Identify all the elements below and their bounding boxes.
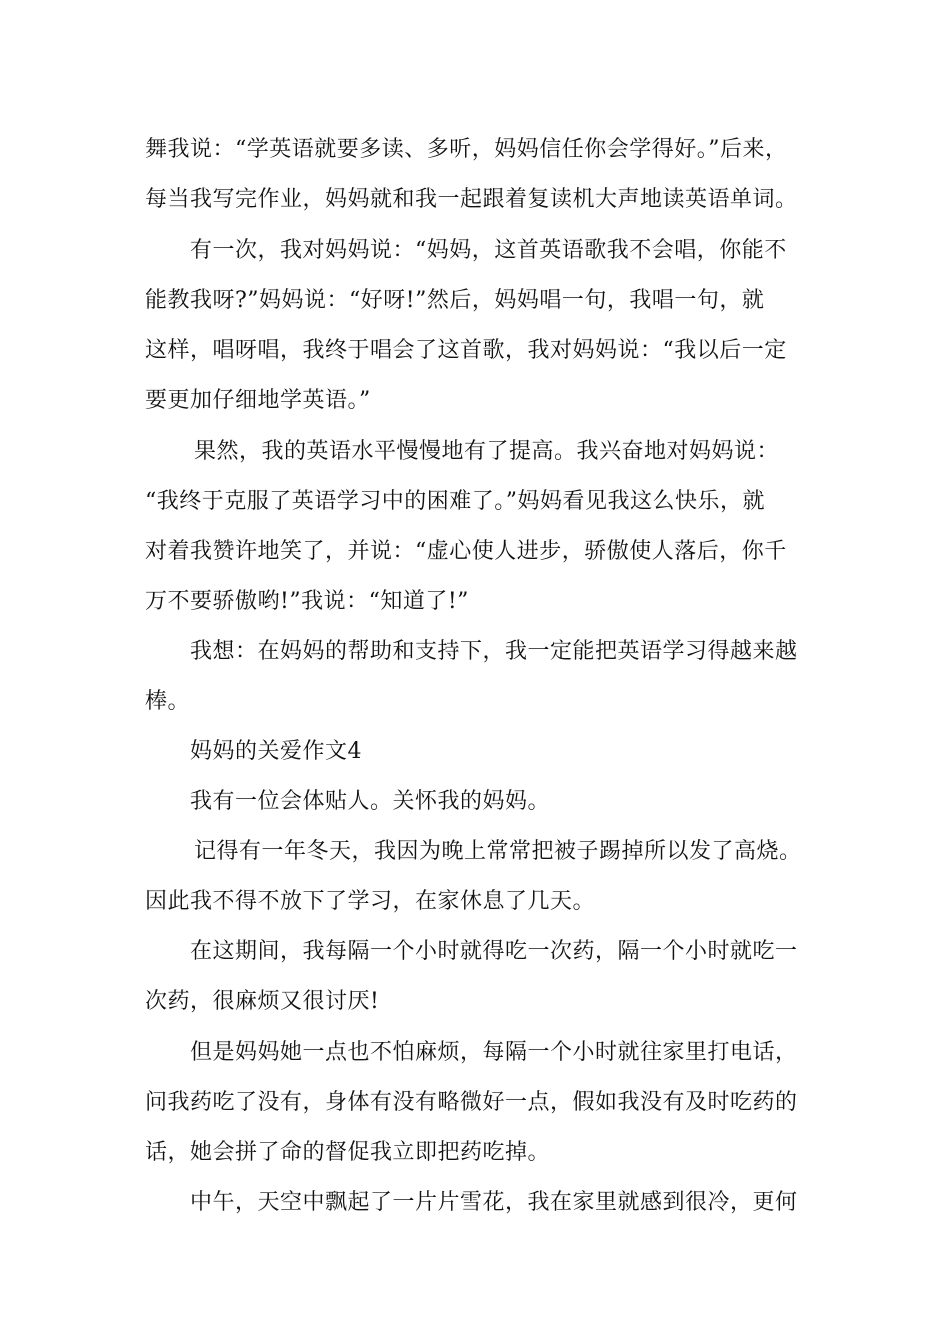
text-line: 我想：在妈妈的帮助和支持下，我一定能把英语学习得越来越 [190,639,798,664]
text-line: 果然，我的英语水平慢慢地有了提高。我兴奋地对妈妈说： [194,439,780,464]
text-line: 每当我写完作业，妈妈就和我一起跟着复读机大声地读英语单词。 [145,187,798,212]
text-line: 问我药吃了没有，身体有没有略微好一点，假如我没有及时吃药的 [145,1090,798,1115]
text-line: 舞我说：“学英语就要多读、多听，妈妈信任你会学得好。”后来， [145,137,788,162]
text-line: 但是妈妈她一点也不怕麻烦，每隔一个小时就往家里打电话， [190,1040,798,1065]
section-heading: 妈妈的关爱作文4 [190,739,362,764]
text-line: 中午，天空中飘起了一片片雪花，我在家里就感到很冷，更何 [190,1190,798,1215]
text-line: 对着我赞许地笑了，并说：“虚心使人进步，骄傲使人落后，你千 [145,539,787,564]
text-line: 记得有一年冬天，我因为晚上常常把被子踢掉所以发了高烧。 [194,839,802,864]
text-line: 在这期间，我每隔一个小时就得吃一次药，隔一个小时就吃一 [190,939,798,964]
text-line: 次药，很麻烦又很讨厌! [145,989,380,1014]
text-line: 话，她会拼了命的督促我立即把药吃掉。 [145,1140,551,1165]
text-line: 我有一位会体贴人。关怀我的妈妈。 [190,789,551,814]
text-line: 有一次，我对妈妈说：“妈妈，这首英语歌我不会唱，你能不 [190,238,787,263]
text-line: 能教我呀?”妈妈说：“好呀!”然后，妈妈唱一句，我唱一句，就 [145,288,765,313]
text-line: “我终于克服了英语学习中的困难了。”妈妈看见我这么快乐，就 [145,489,765,514]
text-line: 这样，唱呀唱，我终于唱会了这首歌，我对妈妈说：“我以后一定 [145,338,787,363]
text-line: 因此我不得不放下了学习，在家休息了几天。 [145,889,596,914]
text-line: 棒。 [145,689,191,714]
text-line: 要更加仔细地学英语。” [145,388,371,413]
text-line: 万不要骄傲哟!”我说：“知道了!” [145,589,469,614]
